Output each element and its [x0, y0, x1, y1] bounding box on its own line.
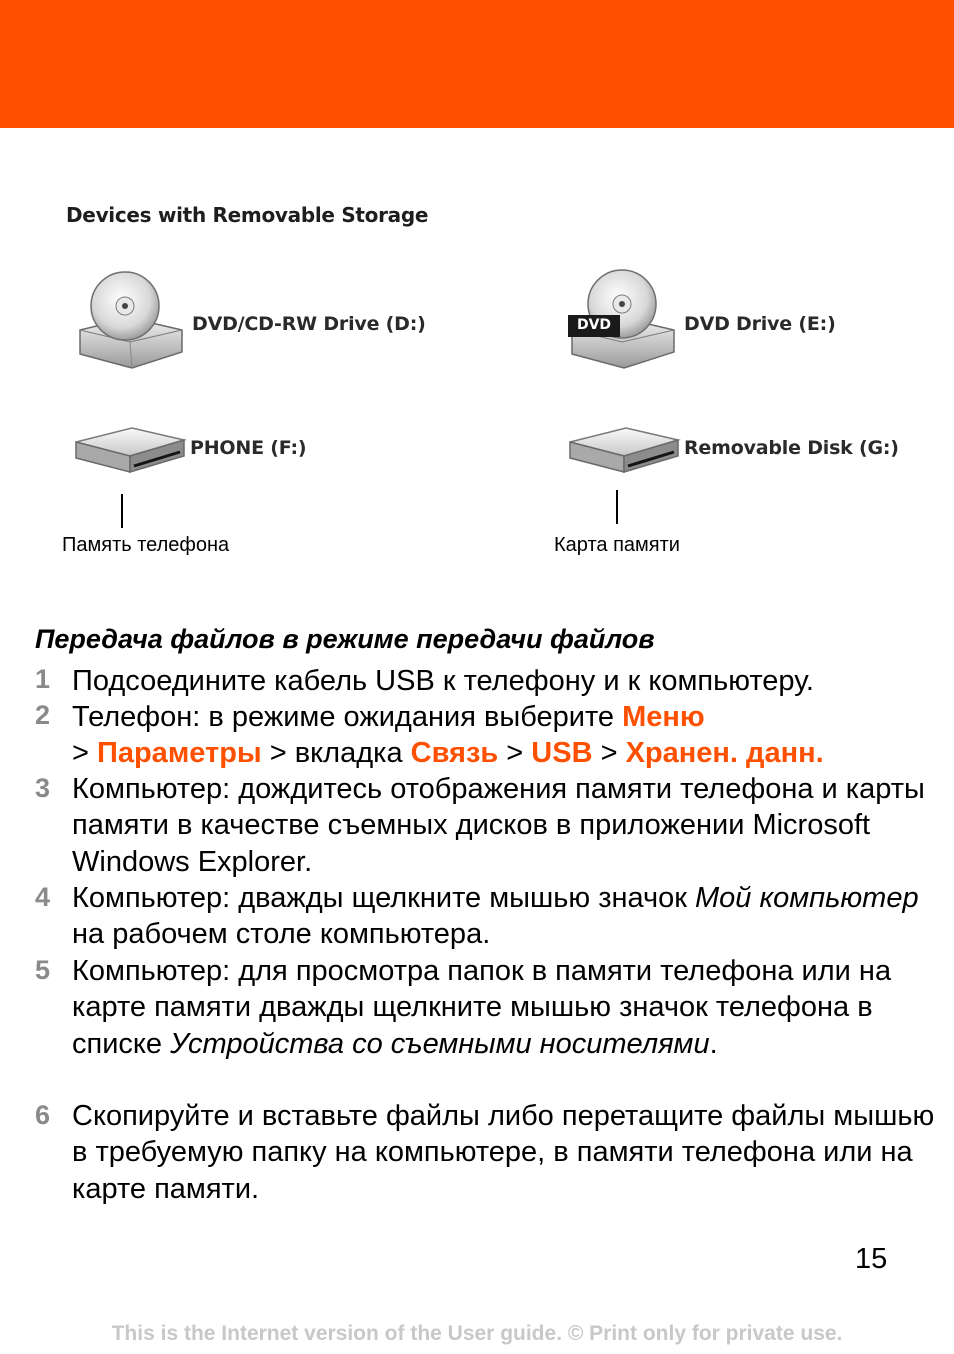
device-dvd-drive — [562, 268, 922, 378]
removable-disk-icon — [68, 410, 188, 490]
step-number: 1 — [35, 664, 51, 694]
device-phone — [68, 410, 388, 490]
italic-term: Мой компьютер — [694, 882, 919, 914]
step-2-text: Телефон: в режиме ожидания выберите Меню > Параметры > вкладка Связь > USB > Хранен. данн. — [72, 701, 824, 770]
step-number: 3 — [35, 773, 51, 803]
page-number: 15 — [855, 1243, 888, 1275]
device-label: DVD Drive (E:) — [684, 313, 836, 335]
device-label: PHONE (F:) — [190, 437, 307, 459]
step-5-text: Компьютер: для просмотра папок в памяти телефона или на карте памяти дважды щелкните мышью значок телефона в списке Устройства со съемными носителями. — [72, 955, 892, 1060]
step-3-text: Компьютер: дождитесь отображения памяти телефона и карты памяти в качестве съемных дисков в приложении Microsoft Windows Explorer. — [72, 773, 925, 878]
device-removable-disk — [562, 410, 942, 490]
step-4-text: Компьютер: дважды щелкните мышью значок Мой компьютер на рабочем столе компьютера. — [72, 882, 919, 951]
step-6-text: Скопируйте и вставьте файлы либо перетащите файлы мышью в требуемую папку на компьютере, в памяти телефона или на карте памяти. — [72, 1100, 935, 1205]
header-bar — [0, 0, 954, 128]
step-1-text: Подсоедините кабель USB к телефону и к компьютеру. — [72, 665, 814, 697]
step-number: 4 — [35, 882, 51, 912]
italic-term: Устройства со съемными носителями — [170, 1027, 710, 1060]
device-label: DVD/CD-RW Drive (D:) — [192, 313, 426, 335]
callout-memory-card: Карта памяти — [554, 534, 680, 556]
menu-path-item: USB — [531, 737, 593, 770]
step-number: 6 — [35, 1100, 51, 1130]
menu-path-item: Меню — [622, 701, 705, 733]
cd-drive-icon — [70, 268, 190, 378]
menu-path-item: Связь — [410, 737, 499, 770]
callout-line-memory-card — [616, 490, 618, 524]
callout-phone-memory: Память телефона — [62, 534, 230, 556]
removable-disk-icon — [562, 410, 682, 490]
dvd-badge: DVD — [576, 317, 612, 333]
device-label: Removable Disk (G:) — [684, 437, 899, 459]
devices-section-title: Devices with Removable Storage — [66, 203, 429, 227]
step-number: 5 — [35, 955, 51, 985]
step-number: 2 — [35, 700, 51, 730]
menu-path-item: Хранен. данн. — [625, 737, 824, 770]
menu-path-item: Параметры — [97, 737, 262, 770]
section-title: Передача файлов в режиме передачи файлов — [35, 624, 655, 654]
callout-line-phone-memory — [121, 494, 123, 528]
footer-disclaimer: This is the Internet version of the User guide. © Print only for private use. — [111, 1322, 843, 1345]
device-dvd-cd-rw-drive — [70, 268, 490, 378]
